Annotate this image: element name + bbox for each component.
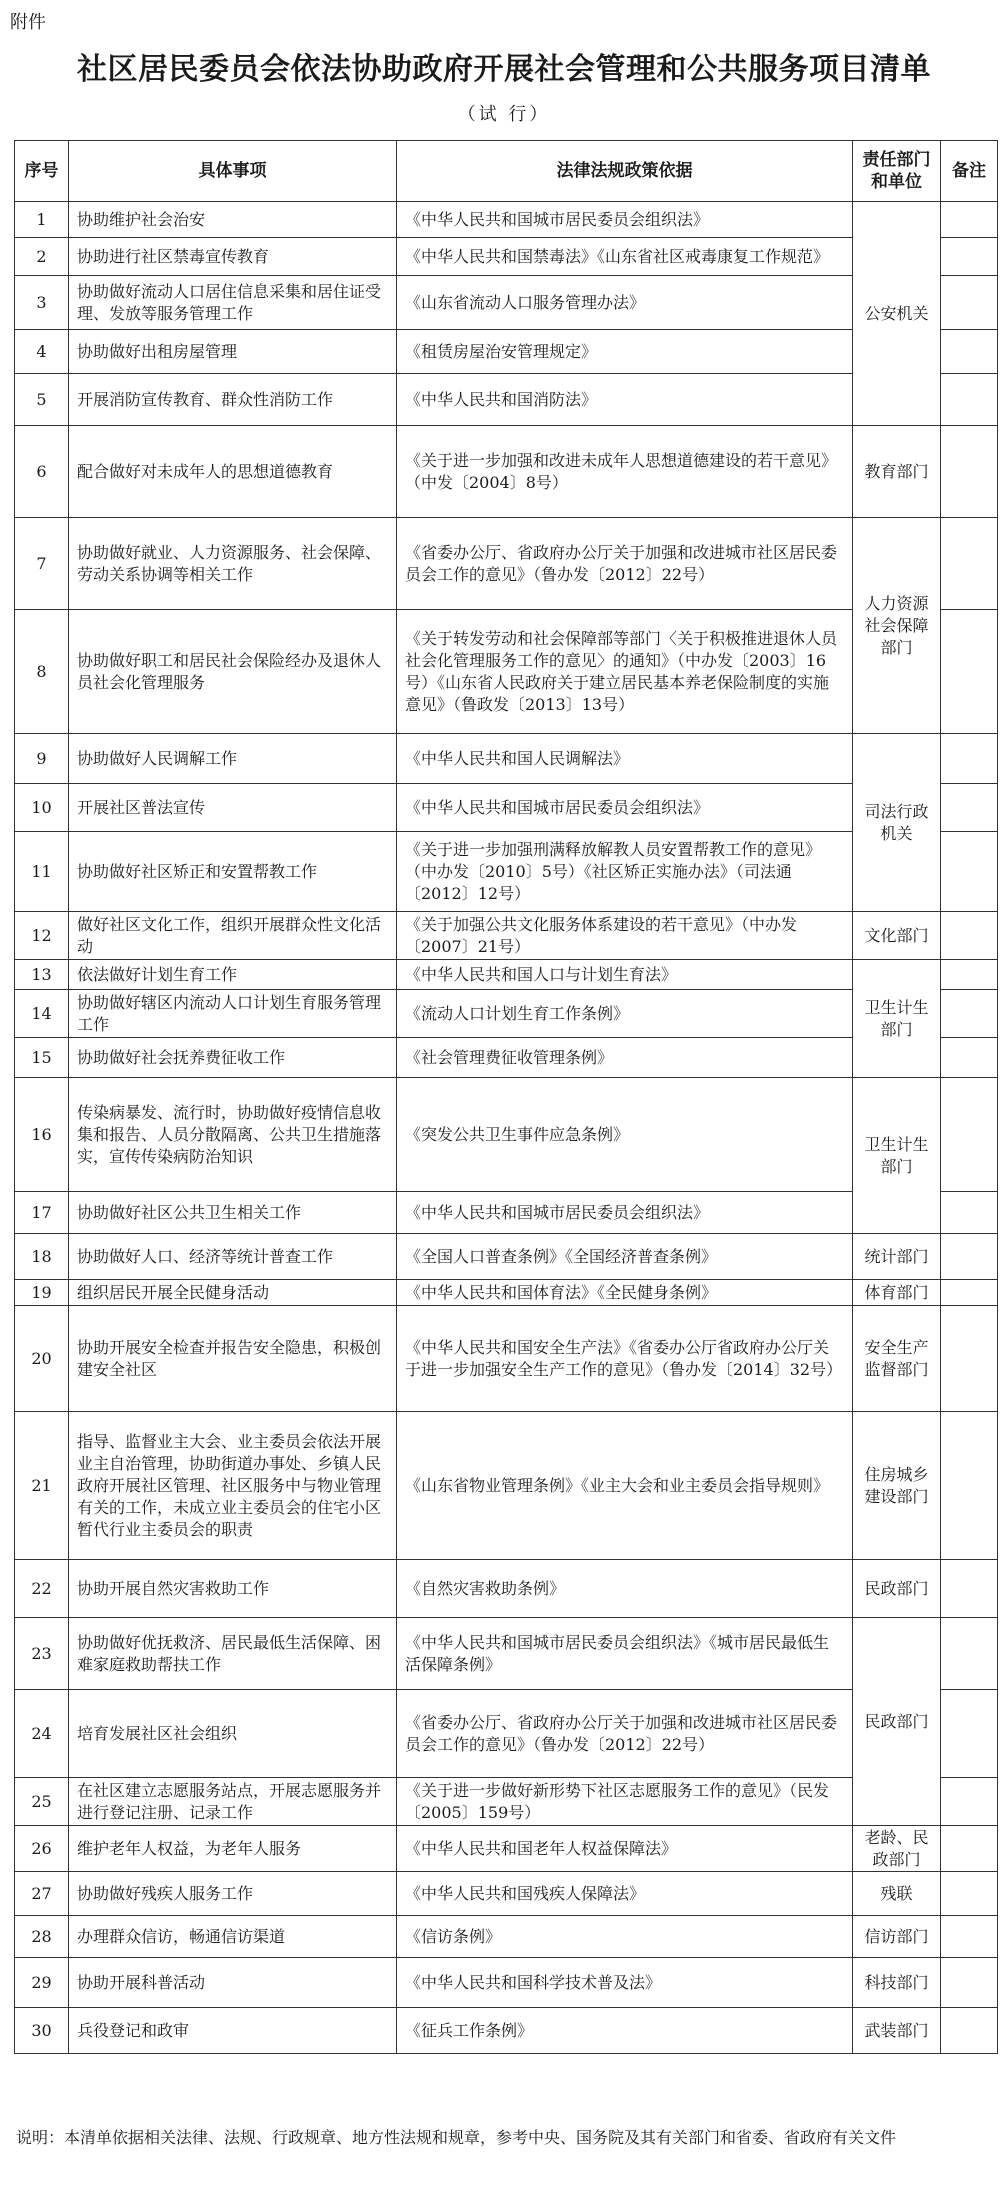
column-header-basis: 法律法规政策依据 <box>397 141 853 202</box>
row-number: 4 <box>15 330 69 374</box>
row-note <box>941 1078 998 1192</box>
row-item: 协助开展自然灾害救助工作 <box>69 1560 397 1618</box>
row-basis: 《中华人民共和国人口与计划生育法》 <box>397 960 853 990</box>
row-department: 统计部门 <box>853 1234 941 1280</box>
row-number: 26 <box>15 1826 69 1872</box>
row-note <box>941 734 998 784</box>
row-item: 协助做好残疾人服务工作 <box>69 1872 397 1916</box>
row-note <box>941 1306 998 1412</box>
row-basis: 《关于进一步做好新形势下社区志愿服务工作的意见》（民发〔2005〕159号） <box>397 1778 853 1826</box>
row-number: 5 <box>15 374 69 426</box>
row-basis: 《租赁房屋治安管理规定》 <box>397 330 853 374</box>
column-header-note: 备注 <box>941 141 998 202</box>
row-basis: 《流动人口计划生育工作条例》 <box>397 990 853 1038</box>
row-note <box>941 1192 998 1234</box>
service-list-table <box>14 140 998 2054</box>
table-row <box>15 784 998 832</box>
row-number: 29 <box>15 1958 69 2008</box>
row-department: 人力资源社会保障部门 <box>853 518 941 734</box>
row-department: 卫生计生部门 <box>853 960 941 1078</box>
row-department: 卫生计生部门 <box>853 1078 941 1234</box>
row-item: 培育发展社区社会组织 <box>69 1690 397 1778</box>
row-basis: 《中华人民共和国安全生产法》《省委办公厅省政府办公厅关于进一步加强安全生产工作的意见》（鲁办发〔2014〕32号） <box>397 1306 853 1412</box>
table-row <box>15 1192 998 1234</box>
row-number: 1 <box>15 202 69 238</box>
row-item: 开展社区普法宣传 <box>69 784 397 832</box>
row-number: 8 <box>15 610 69 734</box>
row-basis: 《中华人民共和国城市居民委员会组织法》 <box>397 784 853 832</box>
page-title: 社区居民委员会依法协助政府开展社会管理和公共服务项目清单 <box>77 52 931 87</box>
row-basis: 《省委办公厅、省政府办公厅关于加强和改进城市社区居民委员会工作的意见》（鲁办发〔2012〕22号） <box>397 1690 853 1778</box>
row-item: 协助做好就业、人力资源服务、社会保障、劳动关系协调等相关工作 <box>69 518 397 610</box>
table-row <box>15 832 998 912</box>
row-number: 15 <box>15 1038 69 1078</box>
row-item: 协助开展安全检查并报告安全隐患，积极创建安全社区 <box>69 1306 397 1412</box>
row-item: 指导、监督业主大会、业主委员会依法开展业主自治管理，协助街道办事处、乡镇人民政府开展社区管理、社区服务中与物业管理有关的工作，未成立业主委员会的住宅小区暂代行业主委员会的职责 <box>69 1412 397 1560</box>
table-row <box>15 1412 998 1560</box>
row-item: 兵役登记和政审 <box>69 2008 397 2054</box>
row-note <box>941 1690 998 1778</box>
table-row <box>15 1560 998 1618</box>
row-department: 文化部门 <box>853 912 941 960</box>
table-row <box>15 1280 998 1306</box>
row-department: 科技部门 <box>853 1958 941 2008</box>
row-item: 开展消防宣传教育、群众性消防工作 <box>69 374 397 426</box>
row-basis: 《山东省流动人口服务管理办法》 <box>397 276 853 330</box>
row-department: 体育部门 <box>853 1280 941 1306</box>
table-row <box>15 1306 998 1412</box>
row-item: 协助做好人口、经济等统计普查工作 <box>69 1234 397 1280</box>
row-basis: 《中华人民共和国禁毒法》《山东省社区戒毒康复工作规范》 <box>397 238 853 276</box>
table-row <box>15 960 998 990</box>
row-note <box>941 832 998 912</box>
row-department: 民政部门 <box>853 1618 941 1826</box>
row-note <box>941 1916 998 1958</box>
row-item: 协助做好社会抚养费征收工作 <box>69 1038 397 1078</box>
table-row <box>15 276 998 330</box>
row-number: 22 <box>15 1560 69 1618</box>
column-header-department: 责任部门和单位 <box>853 141 941 202</box>
table-row <box>15 1618 998 1690</box>
row-number: 9 <box>15 734 69 784</box>
row-note <box>941 1234 998 1280</box>
table-row <box>15 734 998 784</box>
row-note <box>941 912 998 960</box>
row-number: 19 <box>15 1280 69 1306</box>
row-item: 协助做好社区公共卫生相关工作 <box>69 1192 397 1234</box>
row-item: 组织居民开展全民健身活动 <box>69 1280 397 1306</box>
row-number: 12 <box>15 912 69 960</box>
row-item: 协助做好出租房屋管理 <box>69 330 397 374</box>
table-row <box>15 912 998 960</box>
row-department: 司法行政机关 <box>853 734 941 912</box>
row-number: 13 <box>15 960 69 990</box>
column-header-item: 具体事项 <box>69 141 397 202</box>
table-row <box>15 426 998 518</box>
table-row <box>15 1958 998 2008</box>
table-row <box>15 2008 998 2054</box>
row-number: 11 <box>15 832 69 912</box>
row-item: 协助做好辖区内流动人口计划生育服务管理工作 <box>69 990 397 1038</box>
row-item: 协助做好社区矫正和安置帮教工作 <box>69 832 397 912</box>
row-item: 协助做好人民调解工作 <box>69 734 397 784</box>
row-number: 17 <box>15 1192 69 1234</box>
row-basis: 《关于转发劳动和社会保障部等部门〈关于积极推进退休人员社会化管理服务工作的意见〉的通知》（中办发〔2003〕16号）《山东省人民政府关于建立居民基本养老保险制度的实施意见》（鲁政发〔2013〕13号） <box>397 610 853 734</box>
table-row <box>15 1234 998 1280</box>
row-note <box>941 276 998 330</box>
row-basis: 《社会管理费征收管理条例》 <box>397 1038 853 1078</box>
row-basis: 《山东省物业管理条例》《业主大会和业主委员会指导规则》 <box>397 1412 853 1560</box>
row-number: 30 <box>15 2008 69 2054</box>
row-note <box>941 1872 998 1916</box>
row-number: 7 <box>15 518 69 610</box>
row-basis: 《中华人民共和国城市居民委员会组织法》 <box>397 202 853 238</box>
row-basis: 《中华人民共和国城市居民委员会组织法》《城市居民最低生活保障条例》 <box>397 1618 853 1690</box>
row-basis: 《中华人民共和国残疾人保障法》 <box>397 1872 853 1916</box>
row-note <box>941 1958 998 2008</box>
row-basis: 《关于进一步加强和改进未成年人思想道德建设的若干意见》（中发〔2004〕8号） <box>397 426 853 518</box>
row-number: 18 <box>15 1234 69 1280</box>
row-basis: 《中华人民共和国体育法》《全民健身条例》 <box>397 1280 853 1306</box>
row-note <box>941 1280 998 1306</box>
table-row <box>15 1078 998 1192</box>
table-row <box>15 518 998 610</box>
row-department: 安全生产监督部门 <box>853 1306 941 1412</box>
row-item: 做好社区文化工作，组织开展群众性文化活动 <box>69 912 397 960</box>
row-department: 民政部门 <box>853 1560 941 1618</box>
row-note <box>941 960 998 990</box>
table-row <box>15 374 998 426</box>
row-note <box>941 784 998 832</box>
row-department: 信访部门 <box>853 1916 941 1958</box>
row-number: 10 <box>15 784 69 832</box>
row-basis: 《信访条例》 <box>397 1916 853 1958</box>
row-department: 残联 <box>853 1872 941 1916</box>
row-note <box>941 990 998 1038</box>
row-item: 协助开展科普活动 <box>69 1958 397 2008</box>
row-note <box>941 1826 998 1872</box>
row-number: 14 <box>15 990 69 1038</box>
row-basis: 《关于加强公共文化服务体系建设的若干意见》（中办发〔2007〕21号） <box>397 912 853 960</box>
row-basis: 《中华人民共和国老年人权益保障法》 <box>397 1826 853 1872</box>
row-department: 教育部门 <box>853 426 941 518</box>
row-department: 武装部门 <box>853 2008 941 2054</box>
row-note <box>941 1778 998 1826</box>
row-number: 16 <box>15 1078 69 1192</box>
table-row <box>15 1826 998 1872</box>
row-item: 在社区建立志愿服务站点，开展志愿服务并进行登记注册、记录工作 <box>69 1778 397 1826</box>
attachment-label: 附件 <box>10 12 46 33</box>
row-department: 住房城乡建设部门 <box>853 1412 941 1560</box>
row-note <box>941 518 998 610</box>
row-note <box>941 1618 998 1690</box>
row-number: 21 <box>15 1412 69 1560</box>
row-item: 协助做好职工和居民社会保险经办及退休人员社会化管理服务 <box>69 610 397 734</box>
row-basis: 《中华人民共和国消防法》 <box>397 374 853 426</box>
column-header-index: 序号 <box>15 141 69 202</box>
row-note <box>941 330 998 374</box>
row-basis: 《征兵工作条例》 <box>397 2008 853 2054</box>
row-note <box>941 238 998 276</box>
row-item: 依法做好计划生育工作 <box>69 960 397 990</box>
row-number: 6 <box>15 426 69 518</box>
table-row <box>15 1778 998 1826</box>
row-basis: 《自然灾害救助条例》 <box>397 1560 853 1618</box>
row-number: 3 <box>15 276 69 330</box>
row-item: 配合做好对未成年人的思想道德教育 <box>69 426 397 518</box>
table-row <box>15 1872 998 1916</box>
table-header-row <box>15 141 998 202</box>
row-number: 27 <box>15 1872 69 1916</box>
row-basis: 《关于进一步加强刑满释放解教人员安置帮教工作的意见》（中办发〔2010〕5号）《社区矫正实施办法》（司法通〔2012〕12号） <box>397 832 853 912</box>
row-basis: 《中华人民共和国人民调解法》 <box>397 734 853 784</box>
row-note <box>941 426 998 518</box>
row-note <box>941 1560 998 1618</box>
row-item: 协助进行社区禁毒宣传教育 <box>69 238 397 276</box>
row-note <box>941 2008 998 2054</box>
table-row <box>15 1690 998 1778</box>
row-number: 25 <box>15 1778 69 1826</box>
row-item: 维护老年人权益，为老年人服务 <box>69 1826 397 1872</box>
row-item: 协助做好优抚救济、居民最低生活保障、困难家庭救助帮扶工作 <box>69 1618 397 1690</box>
row-basis: 《中华人民共和国科学技术普及法》 <box>397 1958 853 2008</box>
row-basis: 《突发公共卫生事件应急条例》 <box>397 1078 853 1192</box>
row-basis: 《中华人民共和国城市居民委员会组织法》 <box>397 1192 853 1234</box>
footnote: 说明：本清单依据相关法律、法规、行政规章、地方性法规和规章，参考中央、国务院及其有关部门和省委、省政府有关文件 <box>16 2128 897 2147</box>
table-row <box>15 1038 998 1078</box>
row-department: 公安机关 <box>853 202 941 426</box>
table-row <box>15 330 998 374</box>
table-row <box>15 610 998 734</box>
row-number: 24 <box>15 1690 69 1778</box>
row-number: 2 <box>15 238 69 276</box>
row-item: 协助做好流动人口居住信息采集和居住证受理、发放等服务管理工作 <box>69 276 397 330</box>
row-note <box>941 610 998 734</box>
page-subtitle: （试 行） <box>457 104 551 125</box>
row-basis: 《全国人口普查条例》《全国经济普查条例》 <box>397 1234 853 1280</box>
row-note <box>941 202 998 238</box>
table-row <box>15 1916 998 1958</box>
row-number: 23 <box>15 1618 69 1690</box>
row-note <box>941 1038 998 1078</box>
table-row <box>15 202 998 238</box>
row-department: 老龄、民政部门 <box>853 1826 941 1872</box>
table-row <box>15 990 998 1038</box>
table-row <box>15 238 998 276</box>
row-item: 协助维护社会治安 <box>69 202 397 238</box>
row-note <box>941 1412 998 1560</box>
row-item: 传染病暴发、流行时，协助做好疫情信息收集和报告、人员分散隔离、公共卫生措施落实，宣传传染病防治知识 <box>69 1078 397 1192</box>
row-note <box>941 374 998 426</box>
row-basis: 《省委办公厅、省政府办公厅关于加强和改进城市社区居民委员会工作的意见》（鲁办发〔2012〕22号） <box>397 518 853 610</box>
row-number: 28 <box>15 1916 69 1958</box>
row-number: 20 <box>15 1306 69 1412</box>
row-item: 办理群众信访，畅通信访渠道 <box>69 1916 397 1958</box>
